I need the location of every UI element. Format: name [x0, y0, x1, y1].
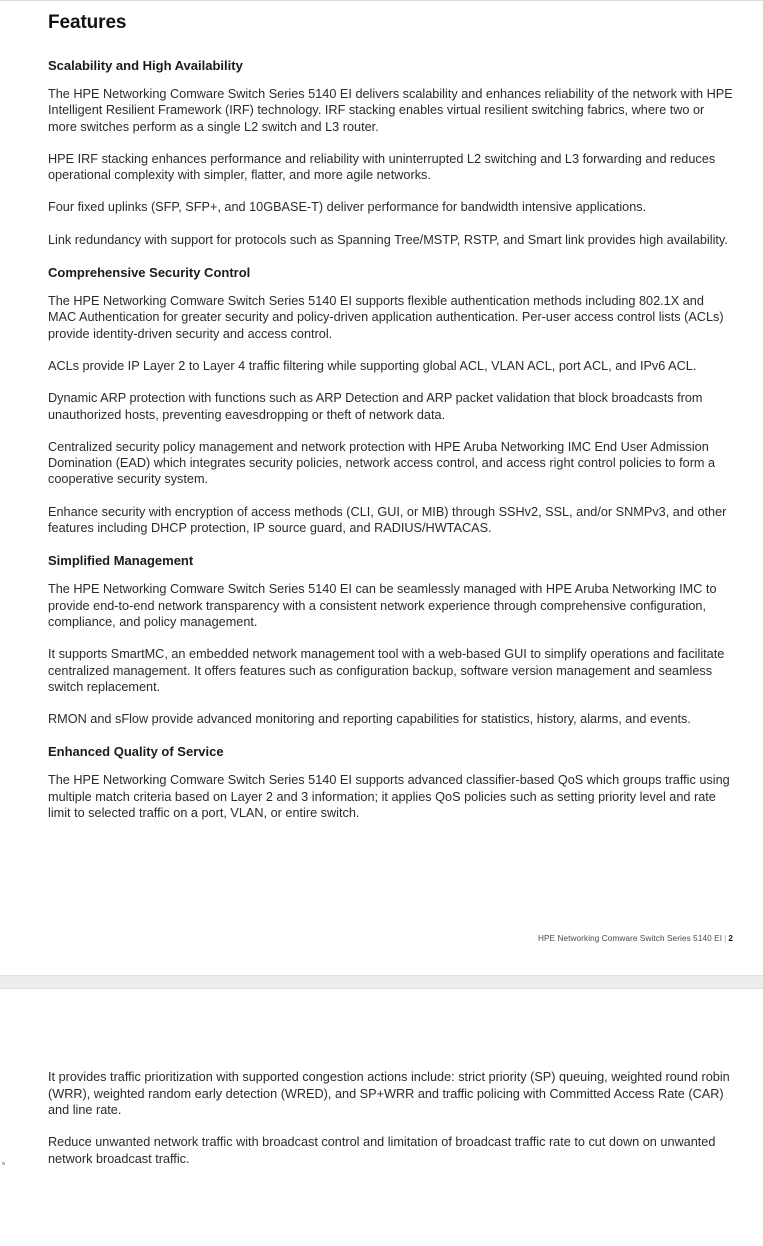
feature-paragraph: It provides traffic prioritization with supported congestion actions include: strict priority (SP) queuing, weighted round robin (WRR), weighted random early detection (WRED), and SP+WRR and traffic policing with Committed Access Rate (CAR) and line rate. [48, 1070, 730, 1117]
footer-page-number: 2 [728, 934, 733, 944]
page-1-body [0, 11, 763, 933]
page-2-top-margin [0, 989, 763, 1069]
feature-paragraph: Enhance security with encryption of access methods (CLI, GUI, or MIB) through SSHv2, SSL, and/or SNMPv3, and other features including DHCP protection, IP source guard, and RADIUS/HWTACAS. [48, 504, 727, 536]
feature-block-management [48, 552, 733, 727]
feature-paragraph: Reduce unwanted network traffic with broadcast control and limitation of broadcast traffic rate to cut down on unwanted network broadcast traffic. [48, 1135, 716, 1166]
feature-paragraph: The HPE Networking Comware Switch Series 5140 EI supports flexible authentication methods including 802.1X and MAC Authentication for greater security and policy-driven application authentication. Per-user access control lists (ACLs) provide identity-driven security and access control. [48, 294, 724, 341]
feature-paragraph: Centralized security policy management and network protection with HPE Aruba Networking IMC End User Admission Domination (EAD) which integrates security policies, network access control, and access right control policies to form a cooperative security system. [48, 439, 716, 487]
page-1-whitespace [48, 837, 733, 933]
feature-paragraph: RMON and sFlow provide advanced monitoring and reporting capabilities for statistics, history, alarms, and events. [48, 712, 691, 727]
feature-heading: Comprehensive Security Control [48, 265, 251, 281]
feature-paragraph: ACLs provide IP Layer 2 to Layer 4 traffic filtering while supporting global ACL, VLAN ACL, port ACL, and IPv6 ACL. [48, 358, 697, 373]
page-1-footer [0, 933, 763, 945]
feature-heading: Enhanced Quality of Service [48, 744, 224, 760]
feature-paragraph: It supports SmartMC, an embedded network management tool with a web-based GUI to simplify operations and facilitate centralized management. It offers features such as configuration backup, software version management and seamless switch replacement. [48, 647, 725, 694]
page-title: Features [48, 12, 127, 33]
feature-block-security [48, 264, 733, 536]
feature-paragraph: HPE IRF stacking enhances performance and reliability with uninterrupted L2 switching and L3 forwarding and reduces operational complexity with simpler, flatter, and more agile networks. [48, 151, 716, 183]
feature-block-scalability [48, 57, 733, 248]
page-break-gap [0, 975, 763, 989]
feature-block-qos [48, 743, 733, 821]
feature-heading: Scalability and High Availability [48, 58, 243, 73]
feature-paragraph: The HPE Networking Comware Switch Series 5140 EI supports advanced classifier-based QoS which groups traffic using multiple match criteria based on Layer 2 and 3 information; it applies QoS policies such as setting priority level and rate limit to selected traffic on a port, VLAN, or entire switch. [48, 773, 730, 821]
page-corner-mark [2, 1162, 5, 1165]
feature-heading: Simplified Management [48, 553, 194, 569]
feature-paragraph: Dynamic ARP protection with functions such as ARP Detection and ARP packet validation that block broadcasts from unauthorized hosts, preventing eavesdropping or theft of network data. [48, 391, 703, 422]
feature-paragraph: Link redundancy with support for protocols such as Spanning Tree/MSTP, RSTP, and Smart link provides high availability. [48, 232, 728, 247]
feature-paragraph: The HPE Networking Comware Switch Series 5140 EI can be seamlessly managed with HPE Aruba Networking IMC to provide end-to-end network transparency with a consistent network experience through comprehensive configuration, compliance, and policy management. [48, 582, 717, 629]
feature-paragraph: Four fixed uplinks (SFP, SFP+, and 10GBASE-T) deliver performance for bandwidth intensive applications. [48, 200, 647, 215]
page-top-divider [0, 0, 763, 1]
document-page-2 [0, 989, 763, 1166]
page-2-body [0, 1069, 763, 1166]
footer-separator: | [724, 934, 727, 944]
footer-document-title: HPE Networking Comware Switch Series 5140 EI [537, 934, 723, 944]
feature-paragraph: The HPE Networking Comware Switch Series 5140 EI delivers scalability and enhances reliability of the network with HPE Intelligent Resilient Framework (IRF) technology. IRF stacking enables virtual resilient switching fabrics, where two or more switches perform as a single L2 switch and L3 router. [48, 87, 733, 134]
